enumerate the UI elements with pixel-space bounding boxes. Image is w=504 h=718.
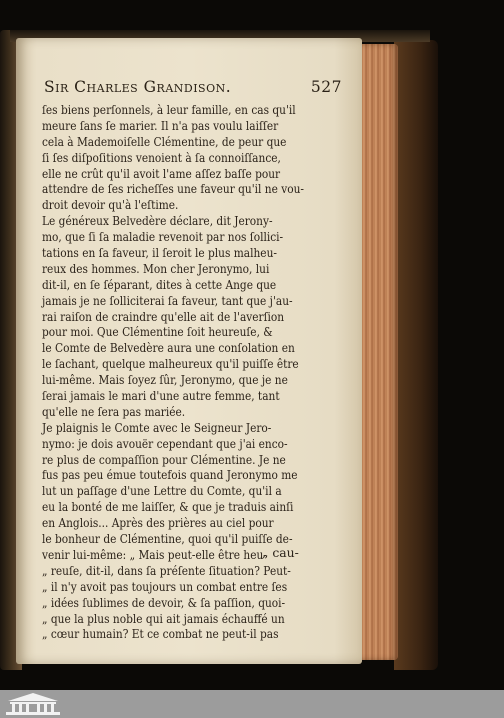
text-line: qu'elle ne ſera pas mariée. bbox=[42, 403, 186, 419]
text-line: lut un paſſage d'une Lettre du Comte, qu'il a bbox=[42, 483, 282, 499]
text-line: meure ſans ſe marier. Il n'a pas voulu laiſſer bbox=[42, 117, 279, 133]
text-line: Je plaignis le Comte avec le Seigneur Jero- bbox=[42, 419, 272, 435]
text-line: attendre de ſes richeſſes une faveur qu'il ne vou- bbox=[42, 181, 304, 197]
text-line: „ il n'y avoit pas toujours un combat entre ſes bbox=[42, 578, 288, 594]
text-line: jamais je ne ſolliciterai ſa faveur, tant que j'au- bbox=[42, 292, 293, 308]
text-line: fus pas peu émue toutefois quand Jeronymo me bbox=[42, 467, 298, 483]
text-line: tations en ſa faveur, il ſeroit le plus malheu- bbox=[42, 245, 277, 261]
text-line: nymo: je dois avouër cependant que j'ai enco- bbox=[42, 435, 288, 451]
viewer-footer-bar bbox=[0, 690, 504, 718]
text-line: le ſachant, quelque malheureux qu'il puiſſe être bbox=[42, 356, 299, 372]
text-line: cela à Mademoiſelle Clémentine, de peur que bbox=[42, 133, 287, 149]
text-line: le Comte de Belvedère aura une conſolation en bbox=[42, 340, 295, 356]
text-line: „ que la plus noble qui ait jamais échauffé un bbox=[42, 610, 285, 626]
text-line: rai raiſon de craindre qu'elle ait de l'averſion bbox=[42, 308, 285, 324]
catchword: „ cau- bbox=[262, 545, 299, 560]
text-line: Le généreux Belvedère déclare, dit Jerony- bbox=[42, 213, 273, 229]
text-line: venir lui-même: „ Mais peut-elle être heu- bbox=[42, 546, 267, 562]
text-line: ſerai jamais le mari d'une autre femme, tant bbox=[42, 388, 280, 404]
text-line: reux des hommes. Mon cher Jeronymo, lui bbox=[42, 260, 270, 276]
text-line: „ idées ſublimes de devoir, & ſa paſſion, quoi- bbox=[42, 594, 286, 610]
text-line: „ reuſe, dit-il, dans ſa préſente ſituation? Peut- bbox=[42, 562, 291, 578]
page-stack-edges bbox=[356, 44, 398, 660]
text-line: le bonheur de Clémentine, quoi qu'il puiſſe de- bbox=[42, 531, 293, 547]
running-title: Sir Charles Grandison. bbox=[44, 78, 232, 96]
text-line: lui-même. Mais ſoyez ſûr, Jeronymo, que je ne bbox=[42, 372, 288, 388]
text-line: elle ne crût qu'il avoit l'ame aſſez baſſe pour bbox=[42, 165, 281, 181]
text-line: re plus de compaſſion pour Clémentine. Je ne bbox=[42, 451, 286, 467]
text-line: pour moi. Que Clémentine ſoit heureuſe, & bbox=[42, 324, 273, 340]
text-line: eu la bonté de me laiſſer, & que je traduis ainſi bbox=[42, 499, 294, 515]
text-line: mo, que ſi ſa maladie revenoit par nos ſollici- bbox=[42, 229, 284, 245]
text-line: ſi ſes diſpoſitions venoient à ſa connoiſſance, bbox=[42, 149, 281, 165]
library-building-icon bbox=[4, 692, 62, 716]
back-cover bbox=[394, 40, 438, 670]
text-line: ſes biens perſonnels, à leur famille, en cas qu'il bbox=[42, 102, 296, 117]
running-header bbox=[44, 78, 342, 98]
text-line: „ cœur humain? Et ce combat ne peut-il pas bbox=[42, 626, 279, 642]
text-line: en Anglois... Après des prières au ciel pour bbox=[42, 515, 274, 531]
page-number: 527 bbox=[310, 78, 342, 96]
text-line: droit devoir qu'à l'eſtime. bbox=[42, 197, 179, 213]
text-line: dit-il, en ſe ſéparant, dites à cette Ange que bbox=[42, 276, 277, 292]
